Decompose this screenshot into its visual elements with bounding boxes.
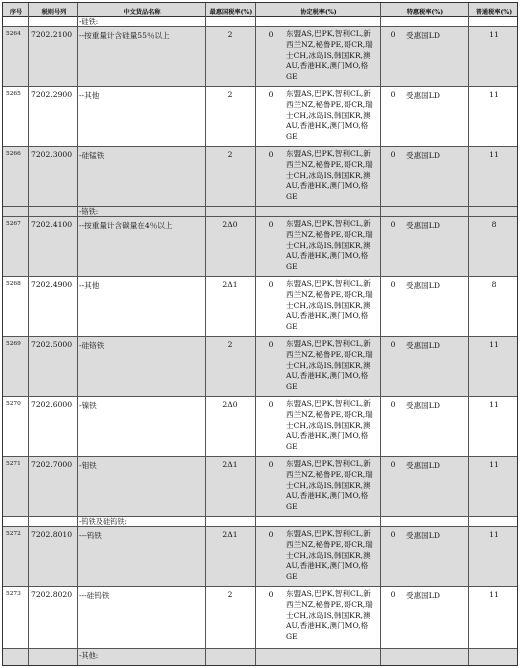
row-name: --按重量计含碳量在4％以上 <box>79 221 173 230</box>
row-code: 7202.6000 <box>31 400 73 409</box>
group-row <box>2 207 518 217</box>
row-mfn-rate: 2Δ1 <box>222 460 238 469</box>
header-seq: 序号 <box>9 9 23 16</box>
row-mfn-rate: 2 <box>227 590 233 599</box>
table-row <box>2 457 518 517</box>
row-seq: 5266 <box>6 151 21 157</box>
row-special-text: 受惠国LD <box>406 591 440 600</box>
row-code: 7202.2900 <box>31 90 73 99</box>
row-mfn-rate: 2Δ1 <box>222 280 238 289</box>
row-mfn-rate: 2Δ0 <box>222 220 238 229</box>
header-agreement: 协定税率(%) <box>300 9 337 16</box>
row-name: --其他 <box>79 91 100 100</box>
row-agreement-text: 东盟AS,巴PK,智利CL,新西兰NZ,秘鲁PE,哥CR,瑞士CH,冰岛IS,韩国KR,澳AU,香港HK,澳门MO,格GE <box>286 29 373 82</box>
row-name: -硅铬铁 <box>79 341 105 350</box>
table-header <box>2 2 518 17</box>
row-agreement-text: 东盟AS,巴PK,智利CL,新西兰NZ,秘鲁PE,哥CR,瑞士CH,冰岛IS,韩国KR,澳AU,香港HK,澳门MO,格GE <box>286 339 373 392</box>
row-code: 7202.8020 <box>31 590 73 599</box>
row-mfn-rate: 2Δ0 <box>222 400 238 409</box>
group-row <box>2 649 518 666</box>
row-code: 7202.3000 <box>31 150 73 159</box>
row-seq: 5272 <box>6 531 21 537</box>
row-agreement-text: 东盟AS,巴PK,智利CL,新西兰NZ,秘鲁PE,哥CR,瑞士CH,冰岛IS,韩国KR,澳AU,香港HK,澳门MO,格GE <box>286 279 373 332</box>
column-divider <box>255 2 256 666</box>
row-seq: 5269 <box>6 341 21 347</box>
row-seq: 5267 <box>6 221 21 227</box>
header-general: 普通税率(%) <box>475 9 513 16</box>
row-special-zero: 0 <box>390 530 396 539</box>
row-agreement-text: 东盟AS,巴PK,智利CL,新西兰NZ,秘鲁PE,哥CR,瑞士CH,冰岛IS,韩国KR,澳AU,香港HK,澳门MO,格GE <box>286 459 373 512</box>
table-row <box>2 87 518 147</box>
row-name: ---硅钨铁 <box>79 591 110 600</box>
row-name: ---钨铁 <box>79 531 102 540</box>
row-special-zero: 0 <box>390 280 396 289</box>
row-code: 7202.2100 <box>31 30 73 39</box>
row-seq: 5268 <box>6 281 21 287</box>
row-agreement-zero: 0 <box>268 30 274 39</box>
column-divider <box>205 2 206 666</box>
row-general-rate: 11 <box>489 460 499 469</box>
row-code: 7202.8010 <box>31 530 73 539</box>
row-general-rate: 11 <box>489 150 499 159</box>
row-name: -硅锰铁 <box>79 151 105 160</box>
row-mfn-rate: 2 <box>227 340 233 349</box>
row-seq: 5270 <box>6 401 21 407</box>
row-agreement-text: 东盟AS,巴PK,智利CL,新西兰NZ,秘鲁PE,哥CR,瑞士CH,冰岛IS,韩国KR,澳AU,香港HK,澳门MO,格GE <box>286 589 373 642</box>
row-name: --其他 <box>79 281 100 290</box>
row-name: --按重量计含硅量55％以上 <box>79 31 170 40</box>
header-name: 中文货品名称 <box>123 9 161 16</box>
row-special-zero: 0 <box>390 400 396 409</box>
table-row <box>2 337 518 397</box>
row-agreement-zero: 0 <box>268 400 274 409</box>
row-special-text: 受惠国LD <box>406 151 440 160</box>
table-row <box>2 27 518 87</box>
header-mfn: 最惠国税率(%) <box>209 9 253 16</box>
table-row <box>2 527 518 587</box>
row-general-rate: 8 <box>491 280 497 289</box>
row-agreement-text: 东盟AS,巴PK,智利CL,新西兰NZ,秘鲁PE,哥CR,瑞士CH,冰岛IS,韩国KR,澳AU,香港HK,澳门MO,格GE <box>286 399 373 452</box>
column-divider <box>28 2 29 666</box>
group-label: -铬铁: <box>79 207 99 216</box>
row-special-zero: 0 <box>390 220 396 229</box>
group-label: -钨铁及硅钨铁: <box>79 517 127 526</box>
row-general-rate: 11 <box>489 590 499 599</box>
row-special-text: 受惠国LD <box>406 31 440 40</box>
row-name: -镍铁 <box>79 401 97 410</box>
row-special-text: 受惠国LD <box>406 341 440 350</box>
table-row <box>2 397 518 457</box>
row-special-text: 受惠国LD <box>406 221 440 230</box>
row-general-rate: 11 <box>489 90 499 99</box>
row-agreement-zero: 0 <box>268 90 274 99</box>
column-divider <box>380 2 381 666</box>
column-divider <box>468 2 469 666</box>
table-row <box>2 277 518 337</box>
row-name: -钼铁 <box>79 461 97 470</box>
table-row <box>2 147 518 207</box>
header-special: 特惠税率(%) <box>406 9 444 16</box>
row-agreement-zero: 0 <box>268 460 274 469</box>
row-agreement-zero: 0 <box>268 530 274 539</box>
group-row <box>2 517 518 527</box>
row-mfn-rate: 2 <box>227 150 233 159</box>
row-agreement-zero: 0 <box>268 150 274 159</box>
row-special-text: 受惠国LD <box>406 281 440 290</box>
group-row <box>2 17 518 27</box>
row-mfn-rate: 2 <box>227 90 233 99</box>
row-general-rate: 11 <box>489 340 499 349</box>
row-code: 7202.4900 <box>31 280 73 289</box>
row-seq: 5271 <box>6 461 21 467</box>
row-agreement-zero: 0 <box>268 590 274 599</box>
row-general-rate: 8 <box>491 220 497 229</box>
row-special-zero: 0 <box>390 460 396 469</box>
row-mfn-rate: 2Δ1 <box>222 530 238 539</box>
row-code: 7202.7000 <box>31 460 73 469</box>
header-code: 税则号列 <box>41 9 67 16</box>
row-seq: 5273 <box>6 591 21 597</box>
row-agreement-zero: 0 <box>268 220 274 229</box>
row-agreement-text: 东盟AS,巴PK,智利CL,新西兰NZ,秘鲁PE,哥CR,瑞士CH,冰岛IS,韩国KR,澳AU,香港HK,澳门MO,格GE <box>286 219 373 272</box>
row-agreement-text: 东盟AS,巴PK,智利CL,新西兰NZ,秘鲁PE,哥CR,瑞士CH,冰岛IS,韩国KR,澳AU,香港HK,澳门MO,格GE <box>286 529 373 582</box>
table-row <box>2 217 518 277</box>
row-mfn-rate: 2 <box>227 30 233 39</box>
row-general-rate: 11 <box>489 400 499 409</box>
row-agreement-zero: 0 <box>268 280 274 289</box>
row-special-zero: 0 <box>390 150 396 159</box>
table-row <box>2 587 518 649</box>
row-agreement-zero: 0 <box>268 340 274 349</box>
row-agreement-text: 东盟AS,巴PK,智利CL,新西兰NZ,秘鲁PE,哥CR,瑞士CH,冰岛IS,韩国KR,澳AU,香港HK,澳门MO,格GE <box>286 149 373 202</box>
row-general-rate: 11 <box>489 530 499 539</box>
row-seq: 5265 <box>6 91 21 97</box>
row-general-rate: 11 <box>489 30 499 39</box>
row-special-text: 受惠国LD <box>406 91 440 100</box>
row-code: 7202.4100 <box>31 220 73 229</box>
row-seq: 5264 <box>6 31 21 37</box>
row-agreement-text: 东盟AS,巴PK,智利CL,新西兰NZ,秘鲁PE,哥CR,瑞士CH,冰岛IS,韩国KR,澳AU,香港HK,澳门MO,格GE <box>286 89 373 142</box>
row-special-zero: 0 <box>390 30 396 39</box>
row-special-text: 受惠国LD <box>406 401 440 410</box>
row-special-text: 受惠国LD <box>406 531 440 540</box>
row-code: 7202.5000 <box>31 340 73 349</box>
row-special-zero: 0 <box>390 590 396 599</box>
row-special-text: 受惠国LD <box>406 461 440 470</box>
row-special-zero: 0 <box>390 340 396 349</box>
column-divider <box>77 2 78 666</box>
row-special-zero: 0 <box>390 90 396 99</box>
group-label: -其他: <box>79 651 99 660</box>
group-label: -硅铁: <box>79 17 99 26</box>
